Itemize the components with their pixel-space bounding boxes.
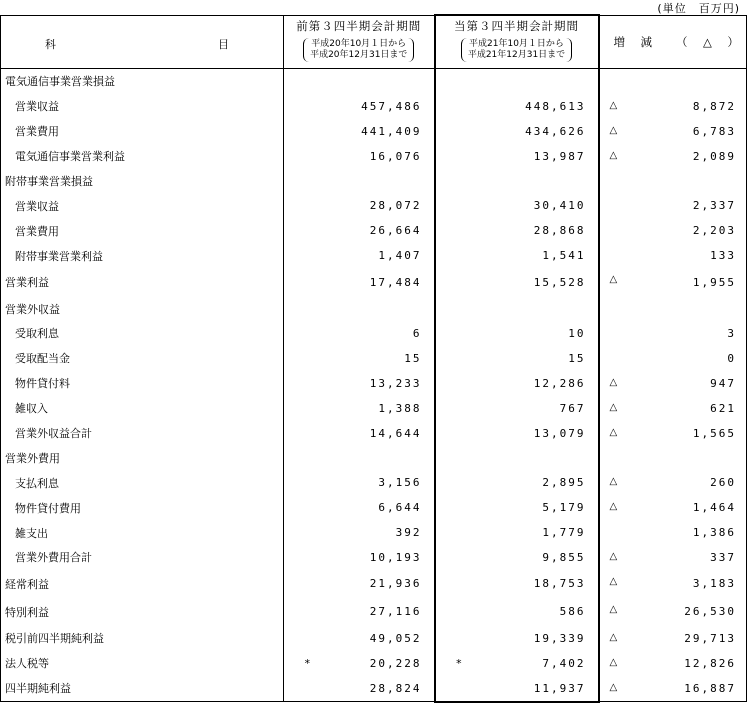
prev-value: 457,486	[361, 99, 422, 113]
decrease-triangle-icon: △	[609, 124, 618, 136]
curr-value-cell	[435, 570, 599, 598]
table-row	[1, 545, 747, 570]
prev-value-cell	[284, 243, 435, 268]
prev-value-cell	[284, 69, 435, 94]
account-header-char-2: 目	[218, 37, 229, 51]
diff-value: 29,713	[684, 631, 736, 645]
row-label: 附帯事業営業利益	[1, 243, 284, 268]
table-row	[1, 193, 747, 218]
table-row	[1, 169, 747, 194]
diff-value-cell	[599, 218, 747, 243]
diff-value-cell	[599, 626, 747, 651]
prev-value: 441,409	[361, 124, 422, 138]
diff-value-cell	[599, 346, 747, 371]
prev-value-cell	[284, 570, 435, 598]
prev-value: 3,156	[378, 476, 422, 490]
prev-value-cell	[284, 495, 435, 520]
diff-value: 1,464	[692, 501, 736, 515]
prev-value-cell	[284, 321, 435, 346]
curr-value: 10	[568, 326, 586, 340]
diff-value: 2,337	[692, 199, 736, 213]
row-label: 営業費用	[1, 119, 284, 144]
account-header	[1, 15, 284, 69]
prev-period-from: 平成20年10月１日から	[311, 38, 407, 49]
curr-period-from: 平成21年10月１日から	[469, 39, 564, 49]
prev-value: 21,936	[369, 577, 422, 591]
table-row	[1, 69, 747, 94]
table-row	[1, 243, 747, 268]
curr-value-cell	[435, 243, 599, 268]
decrease-triangle-icon: △	[609, 656, 618, 668]
diff-value-cell	[599, 371, 747, 396]
prev-value: 10,193	[369, 550, 422, 564]
prev-value-cell	[284, 119, 435, 144]
curr-value: 767	[559, 401, 586, 415]
curr-value: 586	[559, 605, 586, 619]
curr-value: 9,855	[542, 550, 586, 564]
curr-value-cell	[435, 545, 599, 570]
prev-value: 6,644	[378, 501, 422, 515]
prev-value: 20,228	[369, 656, 422, 670]
table-row	[1, 94, 747, 119]
row-label: 法人税等	[1, 651, 284, 676]
curr-period-range	[461, 38, 572, 62]
prev-value: 15	[404, 351, 422, 365]
curr-value: 2,895	[542, 476, 586, 490]
curr-value-cell	[435, 421, 599, 446]
diff-value-cell	[599, 193, 747, 218]
curr-value-cell	[435, 296, 599, 321]
diff-value-cell	[599, 169, 747, 194]
curr-value-cell	[435, 676, 599, 702]
diff-value: 12,826	[684, 656, 736, 670]
curr-value-cell	[435, 495, 599, 520]
curr-value-cell	[435, 218, 599, 243]
curr-value-cell	[435, 626, 599, 651]
account-header-char-1: 科	[45, 37, 56, 51]
curr-value: 5,179	[542, 501, 586, 515]
curr-value-cell	[435, 346, 599, 371]
diff-value: 2,203	[692, 224, 736, 238]
row-label: 物件貸付費用	[1, 495, 284, 520]
decrease-triangle-icon: △	[609, 603, 618, 615]
prev-value-cell	[284, 268, 435, 296]
prev-period-header	[284, 15, 435, 69]
row-label: 電気通信事業営業損益	[1, 69, 284, 94]
table-row	[1, 676, 747, 702]
row-label: 営業外収益	[1, 296, 284, 321]
table-row	[1, 268, 747, 296]
unit-note: (単位 百万円)	[657, 2, 740, 15]
prev-value-cell	[284, 651, 435, 676]
curr-footnote-mark: *	[455, 656, 463, 670]
table-body	[1, 69, 747, 702]
table-row	[1, 346, 747, 371]
diff-value-cell	[599, 421, 747, 446]
diff-value-cell	[599, 94, 747, 119]
curr-value: 30,410	[533, 199, 586, 213]
decrease-triangle-icon: △	[609, 376, 618, 388]
curr-value: 448,613	[525, 99, 586, 113]
prev-value-cell	[284, 193, 435, 218]
decrease-triangle-icon: △	[609, 149, 618, 161]
row-label: 営業収益	[1, 94, 284, 119]
diff-value: 8,872	[692, 99, 736, 113]
table-row	[1, 218, 747, 243]
decrease-triangle-icon: △	[609, 501, 618, 513]
diff-value-cell	[599, 598, 747, 626]
decrease-triangle-icon: △	[609, 99, 618, 111]
diff-value: 26,530	[684, 605, 736, 619]
prev-value-cell	[284, 396, 435, 421]
diff-value: 133	[710, 249, 736, 263]
table-row	[1, 421, 747, 446]
row-label: 電気通信事業営業利益	[1, 144, 284, 169]
diff-value-cell	[599, 651, 747, 676]
curr-value: 19,339	[533, 631, 586, 645]
prev-value: 1,407	[378, 249, 422, 263]
diff-value: 16,887	[684, 681, 736, 695]
prev-value: 17,484	[369, 275, 422, 289]
row-label: 経常利益	[1, 570, 284, 598]
table-row	[1, 396, 747, 421]
diff-value-cell	[599, 243, 747, 268]
table-row	[1, 371, 747, 396]
table-row	[1, 296, 747, 321]
prev-value: 27,116	[369, 605, 422, 619]
curr-value: 1,541	[542, 249, 586, 263]
prev-value: 1,388	[378, 401, 422, 415]
diff-value-cell	[599, 470, 747, 495]
table-row	[1, 520, 747, 545]
diff-value: 0	[727, 351, 736, 365]
curr-value-cell	[435, 193, 599, 218]
diff-value: 3	[727, 326, 736, 340]
row-label: 雑収入	[1, 396, 284, 421]
curr-value: 13,987	[533, 149, 586, 163]
curr-value-cell	[435, 520, 599, 545]
row-label: 営業利益	[1, 268, 284, 296]
curr-period-title: 当第３四半期会計期間	[454, 19, 579, 33]
row-label: 四半期純利益	[1, 676, 284, 702]
diff-value: 1,386	[692, 526, 736, 540]
prev-value: 13,233	[369, 376, 422, 390]
row-label: 特別利益	[1, 598, 284, 626]
prev-value-cell	[284, 445, 435, 470]
curr-value: 11,937	[533, 681, 586, 695]
curr-value-cell	[435, 169, 599, 194]
diff-value-cell	[599, 520, 747, 545]
prev-period-title: 前第３四半期会計期間	[296, 18, 422, 33]
prev-value-cell	[284, 296, 435, 321]
diff-header	[599, 15, 747, 69]
curr-value-cell	[435, 268, 599, 296]
row-label: 営業外費用合計	[1, 545, 284, 570]
curr-value: 15	[568, 351, 586, 365]
prev-value-cell	[284, 94, 435, 119]
prev-value: 28,072	[369, 199, 422, 213]
row-label: 受取配当金	[1, 346, 284, 371]
prev-value: 28,824	[369, 681, 422, 695]
prev-value-cell	[284, 371, 435, 396]
curr-value-cell	[435, 94, 599, 119]
income-statement-table	[0, 14, 747, 703]
diff-value-cell	[599, 545, 747, 570]
curr-value: 18,753	[533, 577, 586, 591]
curr-value: 1,779	[542, 526, 586, 540]
diff-value: 1,955	[692, 275, 736, 289]
table-row	[1, 495, 747, 520]
table-row	[1, 470, 747, 495]
decrease-triangle-icon: △	[609, 681, 618, 693]
row-label: 支払利息	[1, 470, 284, 495]
diff-value-cell	[599, 396, 747, 421]
prev-value: 16,076	[369, 149, 422, 163]
diff-value-cell	[599, 144, 747, 169]
table-row	[1, 445, 747, 470]
prev-period-range	[303, 38, 414, 62]
row-label: 営業収益	[1, 193, 284, 218]
curr-value-cell	[435, 598, 599, 626]
prev-period-to: 平成20年12月31日まで	[310, 49, 408, 60]
prev-value-cell	[284, 545, 435, 570]
diff-value-cell	[599, 69, 747, 94]
diff-value-cell	[599, 321, 747, 346]
curr-value: 7,402	[542, 656, 586, 670]
diff-value-cell	[599, 296, 747, 321]
table-row	[1, 626, 747, 651]
row-label: 物件貸付料	[1, 371, 284, 396]
diff-value: 947	[710, 376, 736, 390]
diff-header-note: （ △ ）	[676, 34, 741, 49]
curr-value: 12,286	[533, 376, 586, 390]
prev-value-cell	[284, 169, 435, 194]
diff-value: 1,565	[692, 426, 736, 440]
diff-value-cell	[599, 268, 747, 296]
row-label: 受取利息	[1, 321, 284, 346]
prev-value-cell	[284, 346, 435, 371]
decrease-triangle-icon: △	[609, 476, 618, 488]
curr-value-cell	[435, 119, 599, 144]
decrease-triangle-icon: △	[609, 575, 618, 587]
table-row	[1, 651, 747, 676]
curr-value-cell	[435, 470, 599, 495]
diff-value: 2,089	[692, 149, 736, 163]
row-label: 雑支出	[1, 520, 284, 545]
diff-value: 337	[710, 550, 736, 564]
prev-value: 392	[395, 526, 422, 540]
decrease-triangle-icon: △	[609, 551, 618, 563]
prev-value-cell	[284, 218, 435, 243]
diff-value-cell	[599, 445, 747, 470]
diff-value-cell	[599, 119, 747, 144]
table-row	[1, 598, 747, 626]
table-row	[1, 321, 747, 346]
curr-value: 13,079	[533, 426, 586, 440]
diff-value: 3,183	[692, 577, 736, 591]
row-label: 営業費用	[1, 218, 284, 243]
diff-header-label: 増 減	[613, 34, 654, 49]
row-label: 附帯事業営業損益	[1, 169, 284, 194]
diff-value: 6,783	[692, 124, 736, 138]
decrease-triangle-icon: △	[609, 426, 618, 438]
curr-value-cell	[435, 371, 599, 396]
row-label: 税引前四半期純利益	[1, 626, 284, 651]
table-row	[1, 144, 747, 169]
decrease-triangle-icon: △	[609, 631, 618, 643]
prev-value-cell	[284, 520, 435, 545]
diff-value-cell	[599, 676, 747, 702]
prev-value: 6	[412, 326, 422, 340]
curr-value-cell	[435, 321, 599, 346]
prev-value-cell	[284, 421, 435, 446]
prev-value: 49,052	[369, 631, 422, 645]
curr-value: 434,626	[525, 124, 586, 138]
curr-period-to: 平成21年12月31日まで	[467, 50, 566, 60]
diff-value: 260	[710, 476, 736, 490]
curr-value-cell	[435, 651, 599, 676]
decrease-triangle-icon: △	[609, 401, 618, 413]
curr-value-cell	[435, 445, 599, 470]
prev-footnote-mark: *	[304, 656, 311, 670]
diff-value-cell	[599, 570, 747, 598]
curr-period-header	[435, 15, 599, 69]
curr-value: 15,528	[533, 275, 586, 289]
decrease-triangle-icon: △	[609, 274, 618, 286]
table-row	[1, 119, 747, 144]
table-row	[1, 570, 747, 598]
diff-value-cell	[599, 495, 747, 520]
prev-value: 26,664	[369, 224, 422, 238]
diff-value: 621	[710, 401, 736, 415]
curr-value: 28,868	[533, 224, 586, 238]
header-row	[1, 15, 747, 69]
prev-value-cell	[284, 470, 435, 495]
prev-value-cell	[284, 598, 435, 626]
curr-value-cell	[435, 69, 599, 94]
curr-value-cell	[435, 144, 599, 169]
prev-value-cell	[284, 144, 435, 169]
prev-value: 14,644	[369, 426, 422, 440]
prev-value-cell	[284, 676, 435, 702]
row-label: 営業外収益合計	[1, 421, 284, 446]
curr-value-cell	[435, 396, 599, 421]
row-label: 営業外費用	[1, 445, 284, 470]
prev-value-cell	[284, 626, 435, 651]
